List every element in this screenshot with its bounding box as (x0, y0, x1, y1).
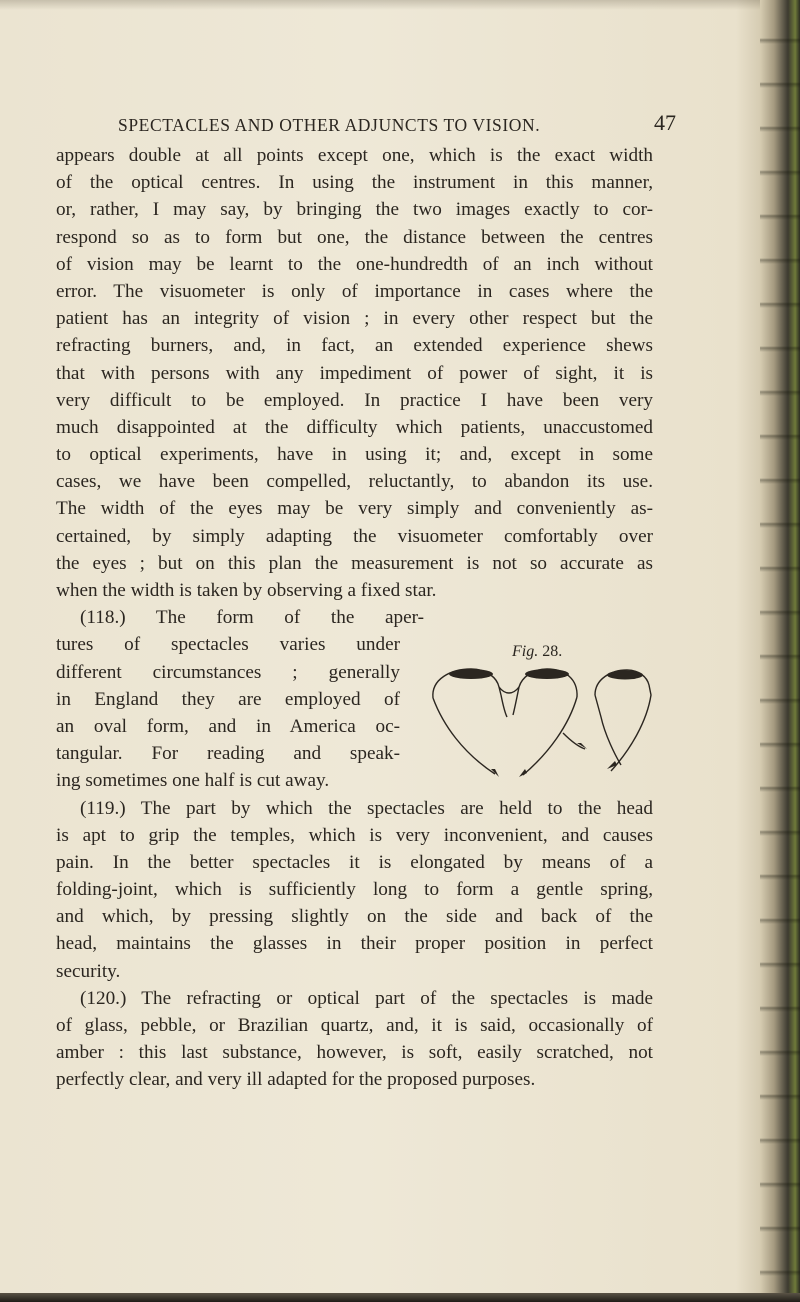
paragraph-118-line: tures of spectacles varies under (56, 634, 400, 656)
running-head (118, 110, 678, 136)
body-line: of vision may be learnt to the one-hundredth of an inch without (56, 253, 653, 275)
running-title: SPECTACLES AND OTHER ADJUNCTS TO VISION. (118, 115, 541, 135)
page-top-shadow (0, 0, 800, 10)
paragraph-120-line: of glass, pebble, or Brazilian quartz, and, it is said, occasionally of (56, 1015, 653, 1036)
figure-label: Fig. (512, 643, 539, 660)
text-block (56, 142, 653, 1094)
paragraph-118-line: an oval form, and in America oc- (56, 715, 400, 737)
body-line: patient has an integrity of vision ; in every other respect but the (56, 308, 653, 330)
body-line: refracting burners, and, in fact, an extended experience shews (56, 335, 653, 357)
paragraph-119-line: security. (56, 960, 121, 982)
paragraph-119-line: head, maintains the glasses in their proper position in perfect (56, 933, 653, 955)
body-line: The width of the eyes may be very simply and conveniently as- (56, 498, 653, 520)
body-line: to optical experiments, have in using it; and, except in some (56, 444, 653, 466)
body-line: very difficult to be employed. In practice I have been very (56, 389, 653, 411)
paragraph-120-line: perfectly clear, and very ill adapted for the proposed purposes. (56, 1069, 536, 1091)
paragraph-119-line: is apt to grip the temples, which is very inconvenient, and causes (56, 824, 653, 846)
bridge-left-pair (499, 687, 519, 693)
spectacle-apertures-illustration (425, 665, 655, 795)
page-bottom-edge (0, 1293, 800, 1302)
body-line: the eyes ; but on this plan the measurement is not so accurate as (56, 552, 653, 574)
paragraph-120-line: amber : this last substance, however, is soft, easily scratched, not (56, 1042, 653, 1064)
paragraph-119-line: folding-joint, which is sufficiently long to form a gentle spring, (56, 879, 653, 901)
book-binding-edge (760, 0, 800, 1302)
body-line: certained, by simply adapting the visuometer comfortably over (56, 525, 653, 547)
paragraph-118-line: in England they are employed of (56, 688, 400, 710)
paragraph-120-line: (120.) The refracting or optical part of the spectacles is made (80, 987, 653, 1009)
paragraph-119-line: and which, by pressing slightly on the side and back of the (56, 906, 653, 928)
paragraph-118-line: ing sometimes one half is cut away. (56, 770, 330, 792)
paragraph-119-line: (119.) The part by which the spectacles are held to the head (80, 797, 653, 819)
body-line: much disappointed at the difficulty which patients, unaccustomed (56, 416, 653, 438)
body-line: cases, we have been compelled, reluctantly, to abandon its use. (56, 471, 653, 493)
paragraph-118-line: (118.) The form of the aper- (80, 607, 424, 629)
body-line: appears double at all points except one, which is the exact width (56, 145, 653, 166)
left-lens-outline (433, 698, 495, 774)
body-line: when the width is taken by observing a fixed star. (56, 580, 437, 601)
right-lens-outline (523, 697, 577, 775)
figure-28 (425, 643, 655, 793)
figure-number: 28. (542, 643, 563, 660)
body-line: respond so as to form but one, the distance between the centres (56, 226, 653, 248)
body-line: or, rather, I may say, by bringing the two images exactly to cor- (56, 199, 653, 221)
paragraph-119-line: pain. In the better spectacles it is elongated by means of a (56, 851, 653, 873)
figure-caption (512, 643, 562, 661)
body-line: that with persons with any impediment of power of sight, it is (56, 362, 653, 384)
body-line: error. The visuometer is only of importance in cases where the (56, 280, 653, 302)
paragraph-118-line: different circumstances ; generally (56, 661, 400, 683)
body-line: of the optical centres. In using the instrument in this manner, (56, 172, 653, 194)
page-number: 47 (654, 110, 676, 135)
paragraph-118-line: tangular. For reading and speak- (56, 743, 400, 765)
